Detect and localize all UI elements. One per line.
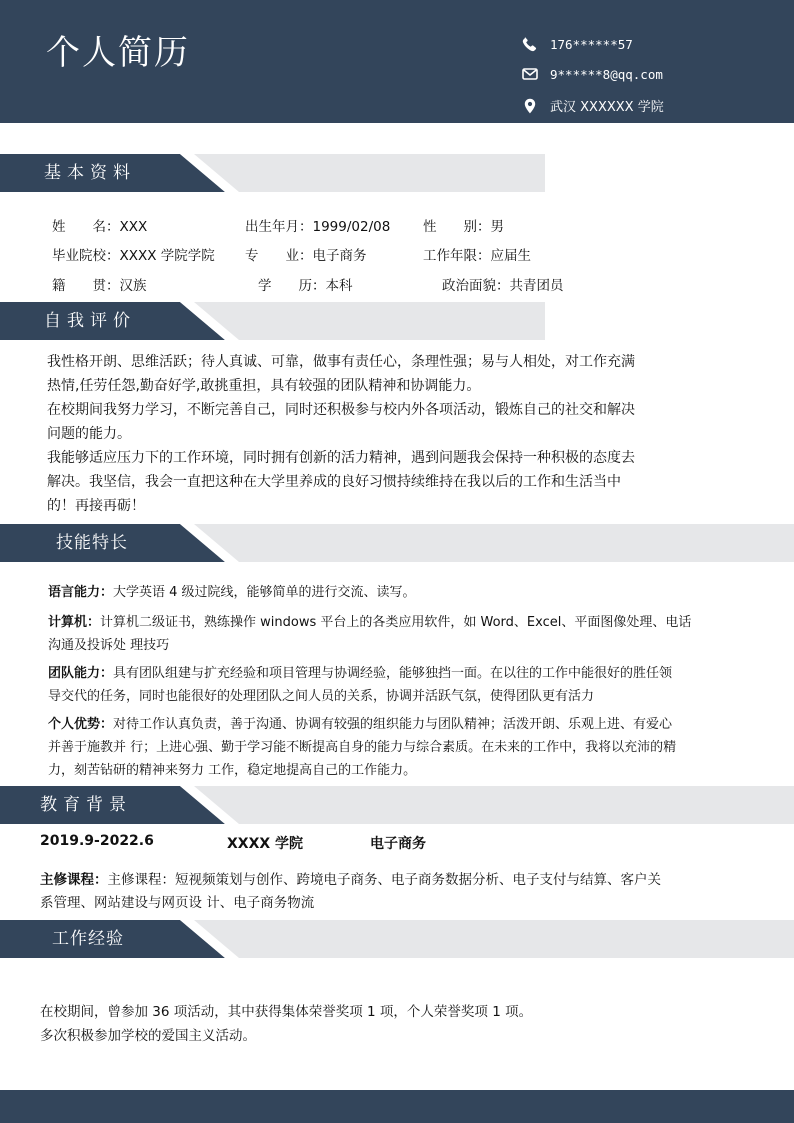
contact-email [522,66,663,82]
field-origin: 籍 贯：汉族 [52,278,147,294]
envelope-icon [522,66,538,82]
field-birth: 出生年月：1999/02/08 [245,219,391,235]
contact-location [522,96,664,115]
school-location: 武汉 XXXXXX 学院 [550,100,664,115]
section-title-self-eval: 自我评价 [44,311,136,331]
field-gender: 性 别：男 [423,219,504,235]
work-experience-text: 在校期间，曾参加 36 项活动，其中获得集体荣誉奖项 1 项，个人荣誉奖项 1 项。 多次积极参加学校的爱国主义活动。 [40,1004,533,1044]
section-header-work [0,920,794,958]
email-address: 9******8@qq.com [550,66,663,82]
header-banner [0,0,794,123]
education-period: 2019.9-2022.6 [40,833,154,849]
education-courses: 主修课程：主修课程：短视频策划与创作、跨境电子商务、电子商务数据分析、电子支付与结算、客户关 系管理、网站建设与网页设 计、电子商务物流 [40,872,661,911]
section-title-education: 教育背景 [40,795,132,815]
contact-phone [522,36,633,52]
section-header-self-eval [0,302,545,340]
section-title-skills: 技能特长 [56,533,128,553]
phone-number: 176******57 [550,36,633,52]
field-politics: 政治面貌：共青团员 [442,278,564,294]
skill-computer: 计算机：计算机二级证书，熟练操作 windows 平台上的各类应用软件，如 Word、Excel、平面图像处理、电话 沟通及投诉处 理技巧 [48,615,692,653]
footer-bar [0,1090,794,1123]
page-title: 个人简历 [46,33,190,73]
section-header-skills [0,524,794,562]
phone-icon [522,36,538,52]
location-pin-icon [522,98,538,114]
section-title-work: 工作经验 [52,929,124,949]
field-name: 姓 名：XXX [52,219,148,235]
section-header-education [0,786,794,824]
skill-team: 团队能力：具有团队组建与扩充经验和项目管理与协调经验，能够独挡一面。在以往的工作中能很好的胜任领 导交代的任务，同时也能很好的处理团队之间人员的关系，协调并活跃气氛，使得团队更有活力 [48,666,673,704]
field-graduate-school: 毕业院校：XXXX 学院学院 [52,248,215,264]
section-title-basic: 基本资料 [44,163,136,183]
field-degree: 学 历：本科 [258,278,353,294]
section-header-basic [0,154,545,192]
skill-advantage: 个人优势：对待工作认真负责，善于沟通、协调有较强的组织能力与团队精神；活泼开朗、乐观上进、有爱心 并善于施教并 行；上进心强、勤于学习能不断提高自身的能力与综合素质。在未来的工作中，我将以充沛的精 力，刻苦钻研的精神来努力 工作，稳定地提高自己的工作能力。 [48,717,677,778]
field-work-years: 工作年限：应届生 [423,248,531,264]
education-major: 电子商务 [370,836,426,852]
education-school: XXXX 学院 [227,836,304,852]
self-evaluation-text: 我性格开朗、思维活跃；待人真诚、可靠，做事有责任心，条理性强；易与人相处，对工作充满 热情,任劳任怨,勤奋好学,敢挑重担，具有较强的团队精神和协调能力。 在校期间我努力学习，不断完善自己，同时还积极参与校内外各项活动，锻炼自己的社交和解决 问题的能力。 我能够适应压力下的工作环境，同时拥有创新的活力精神，遇到问题我会保持一种积极的态度去 解决。我坚信，我会一直把这种在大学里养成的良好习惯持续维持在我以后的工作和生活当中 的！再接再砺！ [47,354,635,514]
skill-language: 语言能力：大学英语 4 级过院线，能够简单的进行交流、读写。 [48,585,416,600]
field-major: 专 业：电子商务 [245,248,367,264]
